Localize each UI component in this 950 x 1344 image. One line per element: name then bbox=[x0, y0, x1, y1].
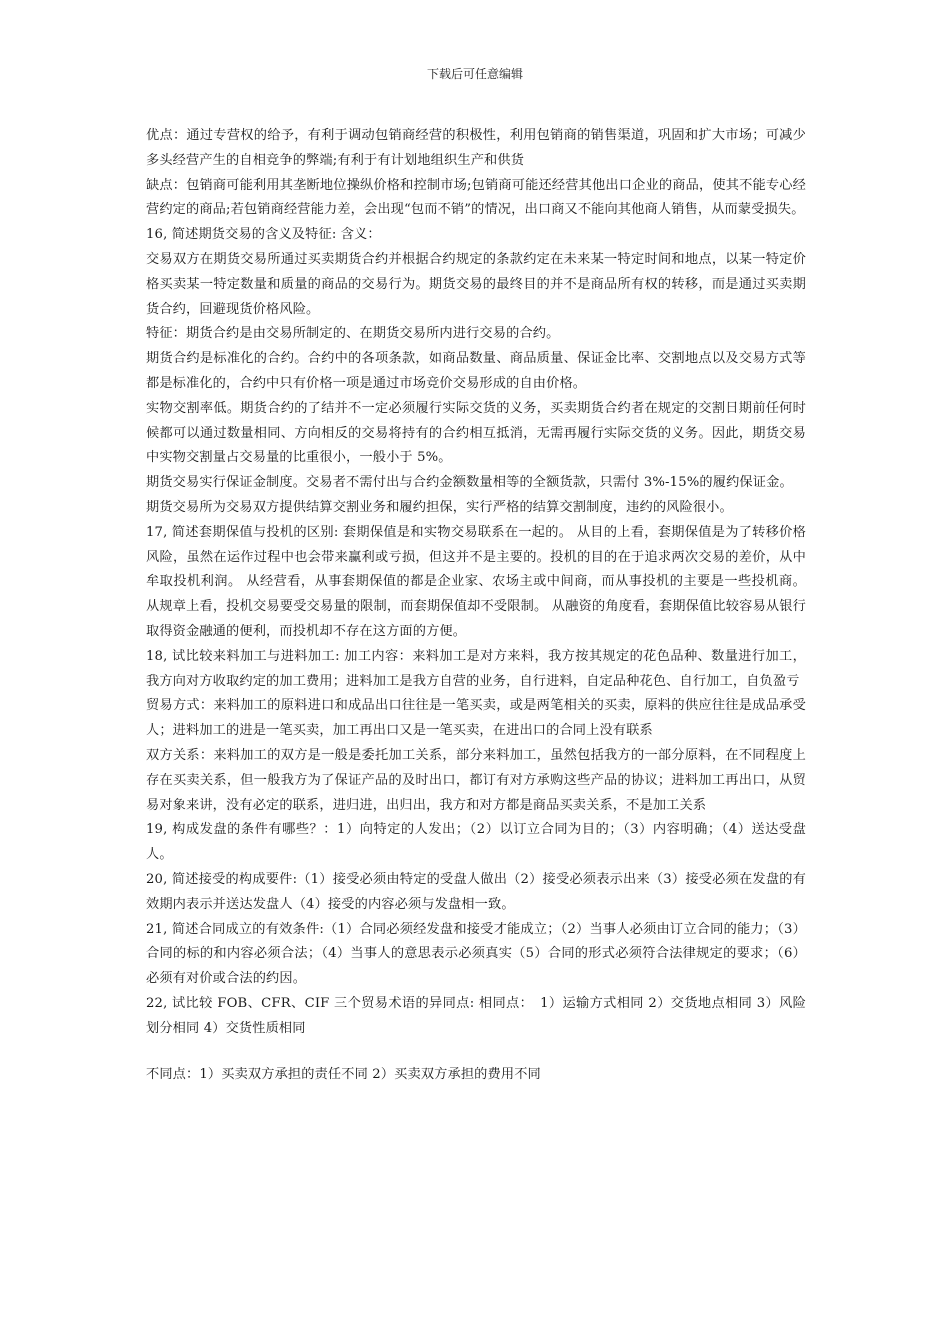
paragraph-futures-definition: 交易双方在期货交易所通过买卖期货合约并根据合约规定的条款约定在未来某一特定时间和地点，以某一特定价格买卖某一特定数量和质量的商品的交易行为。期货交易的最终目的并不是商品所有权的转移，而是通过买卖期货合约，回避现货价格风险。 bbox=[146, 251, 806, 317]
page-header: 下载后可任意编辑 bbox=[426, 67, 523, 81]
paragraph-feature-exchange: 特征：期货合约是由交易所制定的、在期货交易所内进行交易的合约。 bbox=[146, 326, 560, 342]
paragraph-advantages: 优点：通过专营权的给予，有利于调动包销商经营的积极性，利用包销商的销售渠道，巩固和扩大市场；可减少多头经营产生的自相竞争的弊端;有利于有计划地组织生产和供货 bbox=[146, 128, 806, 168]
paragraph-feature-clearing: 期货交易所为交易双方提供结算交割业务和履约担保，实行严格的结算交割制度，违约的风险很小。 bbox=[146, 499, 733, 515]
paragraph-q19: 19, 构成发盘的条件有哪些？：1）向特定的人发出；（2）以订立合同为目的；（3）内容明确；（4）送达受盘人。 bbox=[146, 822, 806, 863]
paragraph-differences: 不同点：1）买卖双方承担的责任不同 2）买卖双方承担的费用不同 bbox=[146, 1067, 541, 1083]
document-body bbox=[146, 124, 806, 1088]
paragraph-q22: 22, 试比较 FOB、CFR、CIF 三个贸易术语的异同点: 相同点： 1）运输方式相同 2）交货地点相同 3）风险划分相同 4）交货性质相同 bbox=[146, 995, 806, 1036]
paragraph-q17: 17, 简述套期保值与投机的区别: 套期保值是和实物交易联系在一起的。 从目的上看，套期保值是为了转移价格风险，虽然在运作过程中也会带来赢利或亏损，但这并不是主要的。投机的目的在于追求两次交易的差价，从中牟取投机利润。 从经营看，从事套期保值的都是企业家、农场主或中间商，而从事投机的主要是一些投机商。 从规章上看，投机交易要受交易量的限制，而套期保值却不受限制。 从融资的角度看，套期保值比较容易从银行取得资金融通的便利，而投机却不存在这方面的方便。 bbox=[146, 524, 806, 639]
paragraph-feature-standardized: 期货合约是标准化的合约。合约中的各项条款，如商品数量、商品质量、保证金比率、交割地点以及交易方式等都是标准化的，合约中只有价格一项是通过市场竞价交易形成的自由价格。 bbox=[146, 351, 806, 391]
heading-q16: 16, 简述期货交易的含义及特征: 含义： bbox=[146, 227, 381, 243]
paragraph-feature-delivery: 实物交割率低。期货合约的了结并不一定必须履行实际交货的义务，买卖期货合约者在规定的交割日期前任何时候都可以通过数量相同、方向相反的交易将持有的合约相互抵消，无需再履行实际交货的义务。因此，期货交易中实物交割量占交易量的比重很小，一般小于 5%。 bbox=[146, 400, 806, 466]
paragraph-relationship: 双方关系：来料加工的双方是一般是委托加工关系，部分来料加工，虽然包括我方的一部分原料，在不同程度上存在买卖关系，但一般我方为了保证产品的及时出口，都订有对方承购这些产品的协议；进料加工再出口，从贸易对象来讲，没有必定的联系，进归进，出归出，我方和对方都是商品买卖关系，不是加工关系 bbox=[146, 747, 806, 813]
paragraph-q21: 21, 简述合同成立的有效条件:（1）合同必须经发盘和接受才能成立；（2）当事人必须由订立合同的能力；（3）合同的标的和内容必须合法；（4）当事人的意思表示必须真实（5）合同的形式必须符合法律规定的要求；（6）必须有对价或合法的约因。 bbox=[146, 921, 806, 987]
paragraph-disadvantages: 缺点：包销商可能利用其垄断地位操纵价格和控制市场;包销商可能还经营其他出口企业的商品，使其不能专心经营约定的商品;若包销商经营能力差，会出现“包而不销”的情况，出口商又不能向其他商人销售，从而蒙受损失。 bbox=[146, 177, 806, 218]
paragraph-trade-mode: 贸易方式：来料加工的原料进口和成品出口往往是一笔买卖，或是两笔相关的买卖，原料的供应往往是成品承受人；进料加工的进是一笔买卖，加工再出口又是一笔买卖，在进出口的合同上没有联系 bbox=[146, 698, 806, 739]
paragraph-feature-margin: 期货交易实行保证金制度。交易者不需付出与合约金额数量相等的全额货款，只需付 3%-15%的履约保证金。 bbox=[146, 475, 793, 491]
paragraph-q20: 20, 简述接受的构成要件:（1）接受必须由特定的受盘人做出（2）接受必须表示出来（3）接受必须在发盘的有效期内表示并送达发盘人（4）接受的内容必须与发盘相一致。 bbox=[146, 871, 806, 912]
paragraph-q18: 18, 试比较来料加工与进料加工: 加工内容：来料加工是对方来料，我方按其规定的花色品种、数量进行加工，我方向对方收取约定的加工费用；进料加工是我方自营的业务，自行进料，自定品种花色、自行加工，自负盈亏 bbox=[146, 648, 806, 689]
